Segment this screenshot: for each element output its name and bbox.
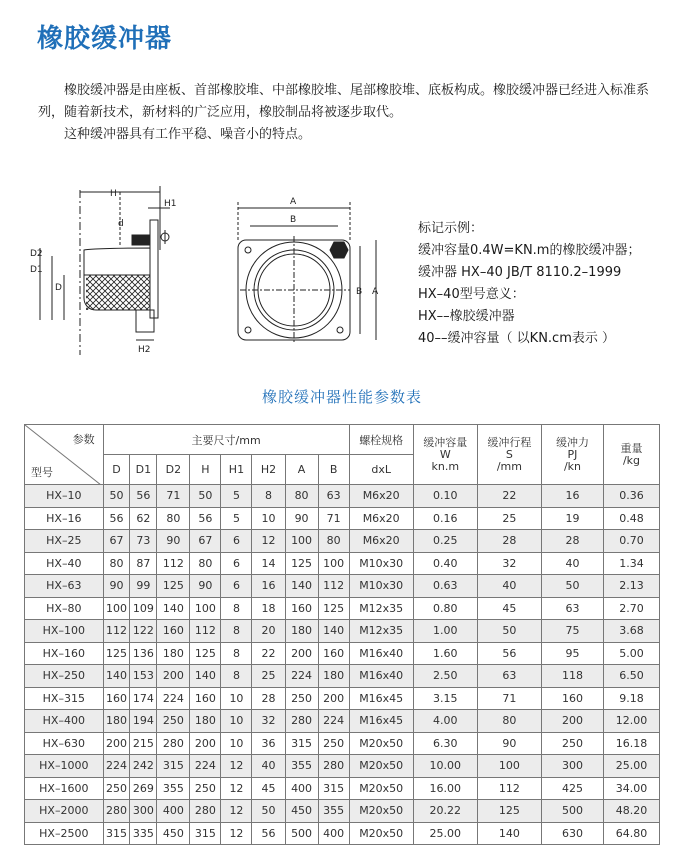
table-cell: 0.63: [413, 575, 477, 598]
table-cell: 0.40: [413, 552, 477, 575]
table-cell: 280: [190, 800, 221, 823]
model-cell: HX–630: [25, 732, 104, 755]
table-cell: 45: [477, 597, 541, 620]
table-cell: M6x20: [349, 507, 413, 530]
table-cell: 45: [252, 777, 285, 800]
table-cell: 10: [221, 710, 252, 733]
corner-params-label: 参数: [72, 433, 95, 446]
main-dims-header: 主要尺寸/mm: [103, 425, 349, 455]
table-cell: 67: [190, 530, 221, 553]
table-cell: 140: [318, 620, 349, 643]
table-cell: M20x50: [349, 732, 413, 755]
table-cell: 100: [190, 597, 221, 620]
col-h: H: [190, 455, 221, 485]
table-cell: 5.00: [604, 642, 660, 665]
table-cell: 112: [157, 552, 190, 575]
table-cell: 140: [190, 665, 221, 688]
table-cell: 6: [221, 575, 252, 598]
table-cell: 6.30: [413, 732, 477, 755]
table-cell: 125: [103, 642, 130, 665]
table-cell: 90: [157, 530, 190, 553]
table-cell: 87: [130, 552, 157, 575]
table-cell: 174: [130, 687, 157, 710]
table-cell: 28: [252, 687, 285, 710]
label-d-main: D: [55, 283, 62, 293]
model-cell: HX–100: [25, 620, 104, 643]
table-cell: 14: [252, 552, 285, 575]
table-cell: 6.50: [604, 665, 660, 688]
table-cell: 300: [541, 755, 603, 778]
table-row: [25, 530, 660, 553]
table-cell: 90: [285, 507, 318, 530]
model-cell: HX–2500: [25, 822, 104, 845]
col-h1: H1: [221, 455, 252, 485]
label-b-side: B: [356, 287, 363, 297]
table-cell: 12.00: [604, 710, 660, 733]
table-cell: 34.00: [604, 777, 660, 800]
force-header: 缓冲力 PJ /kn: [541, 425, 603, 485]
table-cell: 194: [130, 710, 157, 733]
model-cell: HX–25: [25, 530, 104, 553]
marking-example: [418, 218, 640, 350]
label-h: H: [110, 189, 117, 199]
table-cell: 16.00: [413, 777, 477, 800]
table-cell: 56: [130, 485, 157, 508]
table-corner-header: [25, 425, 104, 485]
table-cell: 75: [541, 620, 603, 643]
table-cell: 8: [221, 620, 252, 643]
table-cell: M12x35: [349, 597, 413, 620]
table-cell: 315: [285, 732, 318, 755]
table-cell: 112: [477, 777, 541, 800]
table-row: [25, 777, 660, 800]
table-cell: 112: [103, 620, 130, 643]
table-cell: 215: [130, 732, 157, 755]
table-cell: 160: [285, 597, 318, 620]
table-cell: 64.80: [604, 822, 660, 845]
table-cell: M20x50: [349, 822, 413, 845]
table-row: [25, 485, 660, 508]
table-cell: 95: [541, 642, 603, 665]
table-cell: 250: [285, 687, 318, 710]
table-cell: 80: [285, 485, 318, 508]
table-cell: 200: [157, 665, 190, 688]
table-cell: 500: [285, 822, 318, 845]
table-cell: 50: [477, 620, 541, 643]
label-a-side: A: [372, 287, 379, 297]
weight-header: 重量 /kg: [604, 425, 660, 485]
table-cell: 40: [477, 575, 541, 598]
table-cell: 6: [221, 552, 252, 575]
note-line: 标记示例：: [418, 221, 484, 236]
table-cell: 355: [285, 755, 318, 778]
table-cell: 250: [103, 777, 130, 800]
table-cell: 250: [190, 777, 221, 800]
table-cell: 73: [130, 530, 157, 553]
table-cell: M16x40: [349, 665, 413, 688]
table-cell: 125: [318, 597, 349, 620]
model-cell: HX–160: [25, 642, 104, 665]
table-cell: 67: [103, 530, 130, 553]
table-cell: 71: [477, 687, 541, 710]
intro-paragraph-2: 这种缓冲器具有工作平稳、噪音小的特点。: [64, 127, 312, 142]
table-cell: 140: [285, 575, 318, 598]
table-cell: 0.16: [413, 507, 477, 530]
table-cell: 0.70: [604, 530, 660, 553]
table-cell: 80: [157, 507, 190, 530]
table-cell: 400: [157, 800, 190, 823]
table-cell: 153: [130, 665, 157, 688]
table-cell: 1.00: [413, 620, 477, 643]
table-cell: 63: [477, 665, 541, 688]
note-line: 缓冲容量0.4W=KN.m的橡胶缓冲器；: [418, 243, 641, 258]
table-cell: 100: [318, 552, 349, 575]
stroke-header: 缓冲行程 S /mm: [477, 425, 541, 485]
table-cell: 80: [103, 552, 130, 575]
table-cell: M16x40: [349, 642, 413, 665]
table-cell: 5: [221, 485, 252, 508]
table-cell: 12: [221, 800, 252, 823]
intro-paragraph-1: 橡胶缓冲器是由座板、首部橡胶堆、中部橡胶堆、尾部橡胶堆、底板构成。橡胶缓冲器已经进入标准系列，随着新技术，新材料的广泛应用，橡胶制品将被逐步取代。: [38, 83, 650, 120]
table-cell: 160: [157, 620, 190, 643]
table-cell: 400: [285, 777, 318, 800]
model-cell: HX–250: [25, 665, 104, 688]
table-cell: 315: [103, 822, 130, 845]
model-cell: HX–80: [25, 597, 104, 620]
col-bolt-size: dxL: [349, 455, 413, 485]
table-cell: M10x30: [349, 575, 413, 598]
table-cell: 118: [541, 665, 603, 688]
table-cell: 12: [252, 530, 285, 553]
label-b-top: B: [290, 215, 297, 225]
table-cell: 180: [190, 710, 221, 733]
corner-model-label: 型号: [31, 466, 53, 479]
table-cell: 12: [221, 755, 252, 778]
table-cell: 90: [103, 575, 130, 598]
table-row: [25, 800, 660, 823]
table-cell: 8: [221, 597, 252, 620]
table-row: [25, 552, 660, 575]
table-cell: 180: [103, 710, 130, 733]
table-cell: 280: [318, 755, 349, 778]
table-cell: 140: [103, 665, 130, 688]
table-cell: 125: [285, 552, 318, 575]
table-cell: 224: [285, 665, 318, 688]
table-row: [25, 822, 660, 845]
table-cell: 28: [477, 530, 541, 553]
table-cell: 2.70: [604, 597, 660, 620]
table-cell: 450: [285, 800, 318, 823]
table-cell: 250: [157, 710, 190, 733]
table-cell: 71: [157, 485, 190, 508]
table-cell: M16x45: [349, 687, 413, 710]
table-cell: 125: [157, 575, 190, 598]
table-cell: 1.34: [604, 552, 660, 575]
table-row: [25, 710, 660, 733]
table-cell: 100: [285, 530, 318, 553]
table-cell: 180: [318, 665, 349, 688]
label-d2: D2: [30, 249, 43, 259]
table-cell: 112: [190, 620, 221, 643]
table-cell: 100: [103, 597, 130, 620]
table-cell: M6x20: [349, 485, 413, 508]
table-cell: 4.00: [413, 710, 477, 733]
table-cell: 2.13: [604, 575, 660, 598]
table-title: 橡胶缓冲器性能参数表: [261, 388, 422, 406]
table-cell: 36: [252, 732, 285, 755]
note-line: HX––橡胶缓冲器: [418, 309, 515, 324]
model-cell: HX–1000: [25, 755, 104, 778]
table-cell: 180: [157, 642, 190, 665]
col-d: D: [103, 455, 130, 485]
table-cell: 71: [318, 507, 349, 530]
table-cell: 450: [157, 822, 190, 845]
table-cell: 355: [157, 777, 190, 800]
table-cell: 160: [103, 687, 130, 710]
table-cell: M20x50: [349, 755, 413, 778]
table-cell: 112: [318, 575, 349, 598]
label-a-top: A: [290, 197, 297, 207]
table-cell: 90: [477, 732, 541, 755]
table-cell: 160: [190, 687, 221, 710]
table-cell: 8: [221, 665, 252, 688]
table-cell: 3.68: [604, 620, 660, 643]
note-line: 40––缓冲容量（ 以KN.cm表示 ）: [418, 331, 615, 346]
table-cell: 16: [252, 575, 285, 598]
table-cell: 20.22: [413, 800, 477, 823]
table-cell: 25: [477, 507, 541, 530]
table-cell: 50: [190, 485, 221, 508]
table-cell: 22: [477, 485, 541, 508]
table-row: [25, 575, 660, 598]
table-cell: 63: [318, 485, 349, 508]
model-cell: HX–400: [25, 710, 104, 733]
table-cell: 355: [318, 800, 349, 823]
table-cell: 200: [318, 687, 349, 710]
table-cell: 140: [157, 597, 190, 620]
table-cell: 50: [252, 800, 285, 823]
table-cell: 25.00: [604, 755, 660, 778]
table-cell: 125: [190, 642, 221, 665]
table-cell: 50: [103, 485, 130, 508]
table-cell: 224: [157, 687, 190, 710]
bolt-header: 螺栓规格: [349, 425, 413, 455]
table-cell: 200: [103, 732, 130, 755]
table-cell: 200: [285, 642, 318, 665]
model-cell: HX–16: [25, 507, 104, 530]
table-cell: 40: [252, 755, 285, 778]
intro-text: [38, 80, 658, 146]
table-cell: 224: [190, 755, 221, 778]
table-cell: 16: [541, 485, 603, 508]
table-cell: 315: [318, 777, 349, 800]
table-cell: 335: [130, 822, 157, 845]
table-cell: 10: [221, 732, 252, 755]
table-cell: 80: [190, 552, 221, 575]
table-cell: 242: [130, 755, 157, 778]
table-cell: 12: [221, 777, 252, 800]
table-cell: 32: [477, 552, 541, 575]
table-cell: 99: [130, 575, 157, 598]
note-line: 缓冲器 HX–40 JB/T 8110.2–1999: [418, 265, 622, 280]
model-cell: HX–1600: [25, 777, 104, 800]
model-cell: HX–63: [25, 575, 104, 598]
capacity-header: 缓冲容量 W kn.m: [413, 425, 477, 485]
table-cell: 0.36: [604, 485, 660, 508]
table-cell: 19: [541, 507, 603, 530]
label-h1: H1: [164, 199, 177, 209]
table-cell: M6x20: [349, 530, 413, 553]
table-cell: 280: [285, 710, 318, 733]
table-cell: 1.60: [413, 642, 477, 665]
table-cell: 315: [157, 755, 190, 778]
table-cell: 200: [541, 710, 603, 733]
table-cell: 280: [157, 732, 190, 755]
table-cell: 16.18: [604, 732, 660, 755]
table-cell: 122: [130, 620, 157, 643]
table-cell: 280: [103, 800, 130, 823]
note-line: HX–40型号意义：: [418, 287, 525, 302]
table-row: [25, 642, 660, 665]
table-cell: 160: [541, 687, 603, 710]
col-d2: D2: [157, 455, 190, 485]
front-view: [238, 202, 376, 344]
table-cell: 10: [221, 687, 252, 710]
col-a: A: [285, 455, 318, 485]
table-cell: 90: [190, 575, 221, 598]
table-cell: 80: [477, 710, 541, 733]
table-cell: 56: [477, 642, 541, 665]
side-view: [40, 186, 170, 355]
model-cell: HX–40: [25, 552, 104, 575]
table-cell: 20: [252, 620, 285, 643]
table-cell: 500: [541, 800, 603, 823]
table-cell: 630: [541, 822, 603, 845]
table-cell: 32: [252, 710, 285, 733]
table-cell: 62: [130, 507, 157, 530]
table-cell: 269: [130, 777, 157, 800]
table-cell: 25.00: [413, 822, 477, 845]
table-cell: 250: [541, 732, 603, 755]
table-cell: 10.00: [413, 755, 477, 778]
table-cell: 12: [221, 822, 252, 845]
col-b: B: [318, 455, 349, 485]
table-cell: 56: [252, 822, 285, 845]
label-d1: D1: [30, 265, 43, 275]
table-cell: 6: [221, 530, 252, 553]
table-cell: M12x35: [349, 620, 413, 643]
table-cell: 8: [252, 485, 285, 508]
table-row: [25, 755, 660, 778]
table-cell: 315: [190, 822, 221, 845]
table-row: [25, 732, 660, 755]
table-cell: 0.10: [413, 485, 477, 508]
table-cell: 0.48: [604, 507, 660, 530]
table-row: [25, 620, 660, 643]
table-cell: 0.25: [413, 530, 477, 553]
table-body: [25, 485, 660, 845]
table-cell: 8: [221, 642, 252, 665]
table-cell: 425: [541, 777, 603, 800]
col-d1: D1: [130, 455, 157, 485]
table-cell: 100: [477, 755, 541, 778]
table-row: [25, 687, 660, 710]
parameter-table: [24, 424, 660, 845]
table-cell: 180: [285, 620, 318, 643]
table-cell: 3.15: [413, 687, 477, 710]
model-cell: HX–2000: [25, 800, 104, 823]
table-cell: 9.18: [604, 687, 660, 710]
page-title: 橡胶缓冲器: [37, 24, 173, 54]
table-cell: 50: [541, 575, 603, 598]
label-d: d: [118, 219, 124, 229]
table-cell: M16x45: [349, 710, 413, 733]
table-cell: M10x30: [349, 552, 413, 575]
label-h2: H2: [138, 345, 151, 355]
table-cell: 18: [252, 597, 285, 620]
table-cell: 2.50: [413, 665, 477, 688]
table-cell: 224: [103, 755, 130, 778]
table-cell: 400: [318, 822, 349, 845]
table-cell: M20x50: [349, 800, 413, 823]
table-cell: 300: [130, 800, 157, 823]
table-cell: 250: [318, 732, 349, 755]
table-cell: 140: [477, 822, 541, 845]
table-cell: 80: [318, 530, 349, 553]
table-cell: 224: [318, 710, 349, 733]
table-cell: 109: [130, 597, 157, 620]
table-cell: 40: [541, 552, 603, 575]
table-cell: 22: [252, 642, 285, 665]
table-row: [25, 665, 660, 688]
table-cell: 28: [541, 530, 603, 553]
table-row: [25, 507, 660, 530]
table-cell: 5: [221, 507, 252, 530]
table-cell: 160: [318, 642, 349, 665]
col-h2: H2: [252, 455, 285, 485]
table-cell: 56: [103, 507, 130, 530]
table-cell: 125: [477, 800, 541, 823]
table-row: [25, 597, 660, 620]
model-cell: HX–10: [25, 485, 104, 508]
table-cell: 63: [541, 597, 603, 620]
table-cell: 200: [190, 732, 221, 755]
model-cell: HX–315: [25, 687, 104, 710]
table-cell: 0.80: [413, 597, 477, 620]
table-cell: 48.20: [604, 800, 660, 823]
table-cell: 136: [130, 642, 157, 665]
table-cell: 10: [252, 507, 285, 530]
table-cell: 56: [190, 507, 221, 530]
table-cell: M20x50: [349, 777, 413, 800]
table-cell: 25: [252, 665, 285, 688]
